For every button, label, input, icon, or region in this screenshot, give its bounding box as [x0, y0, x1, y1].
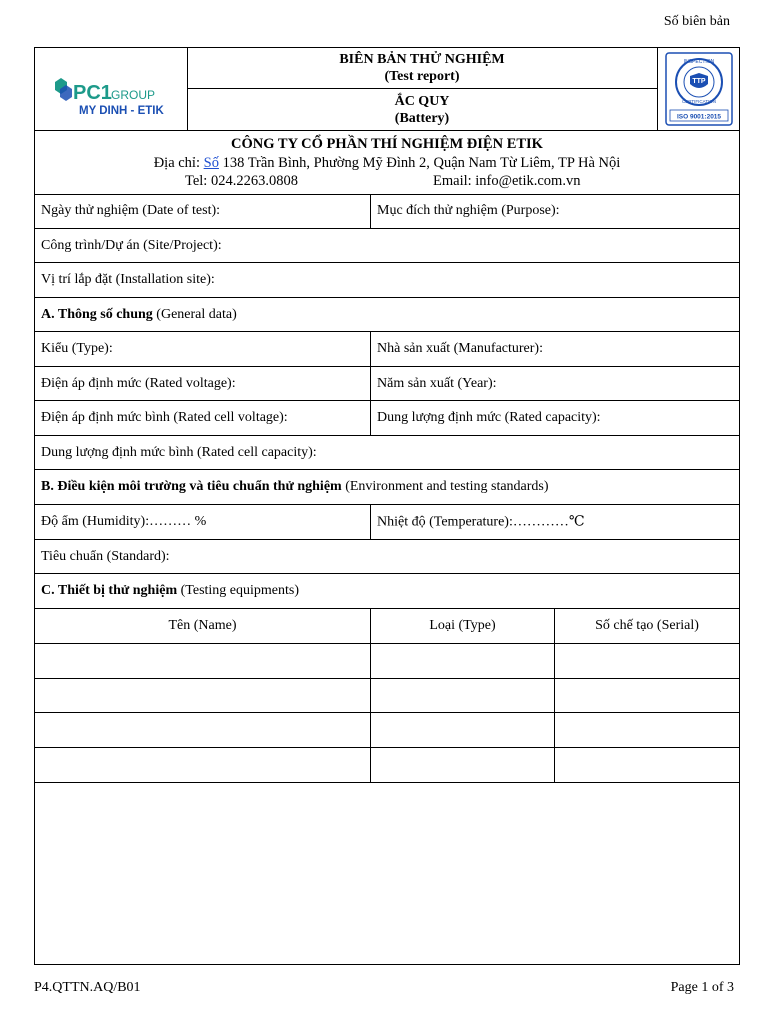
field-temperature[interactable]: Nhiệt độ (Temperature):…………℃	[377, 514, 585, 530]
field-standard[interactable]: Tiêu chuẩn (Standard):	[41, 548, 170, 564]
notes-area[interactable]	[35, 783, 739, 964]
row-cellvoltage-capacity	[35, 401, 739, 436]
col-serial-header: Số chế tạo (Serial)	[554, 609, 739, 643]
col-type-header: Loại (Type)	[370, 609, 554, 643]
pc1-mark-icon	[55, 78, 72, 101]
company-email: Email: info@etik.com.vn	[433, 173, 581, 189]
report-header	[35, 48, 739, 131]
equipment-table-header	[35, 609, 739, 644]
field-manufacturer[interactable]: Nhà sản xuất (Manufacturer):	[377, 341, 543, 356]
row-site	[35, 229, 739, 263]
field-rated-capacity[interactable]: Dung lượng định mức (Rated capacity):	[377, 410, 601, 425]
report-title	[187, 48, 657, 89]
field-year[interactable]: Năm sản xuất (Year):	[377, 375, 497, 391]
field-rated-voltage[interactable]: Điện áp định mức (Rated voltage):	[41, 375, 236, 391]
equipment-name-cell[interactable]	[35, 748, 370, 782]
field-rated-cell-voltage[interactable]: Điện áp định mức bình (Rated cell voltage):	[41, 410, 288, 425]
field-date-of-test[interactable]: Ngày thử nghiệm (Date of test):	[41, 203, 221, 218]
section-a-header	[35, 298, 739, 332]
company-info	[35, 130, 739, 195]
field-humidity[interactable]: Độ ẩm (Humidity):……… %	[41, 514, 207, 529]
row-installation	[35, 263, 739, 298]
address-rest: 138 Trần Bình, Phường Mỹ Đình 2, Quận Nam Từ Liêm, TP Hà Nội	[222, 155, 621, 171]
row-standard	[35, 540, 739, 574]
row-type-manufacturer	[35, 332, 739, 367]
logo-brand-text: PC1	[73, 82, 112, 104]
cert-iso: ISO 9001:2015	[676, 113, 722, 121]
row-voltage-year	[35, 367, 739, 401]
cert-code: TTP	[692, 78, 706, 85]
equipment-name-cell[interactable]	[35, 644, 370, 678]
row-date-purpose	[35, 194, 739, 229]
equipment-serial-cell[interactable]	[554, 679, 739, 712]
cert-bottom-text: CERTIFICATION	[681, 99, 717, 104]
logo-group-text: GROUP	[111, 88, 156, 102]
table-row	[35, 679, 739, 713]
logo-sub-text: MY DINH - ETIK	[79, 105, 164, 117]
company-name: CÔNG TY CỔ PHẦN THÍ NGHIỆM ĐIỆN ETIK	[231, 136, 543, 152]
field-installation-site[interactable]: Vị trí lắp đặt (Installation site):	[41, 272, 215, 287]
table-row	[35, 748, 739, 783]
report-object-en: (Battery)	[394, 111, 450, 126]
report-title-vi: BIÊN BẢN THỬ NGHIỆM	[339, 52, 505, 67]
table-row	[35, 713, 739, 748]
section-c-header	[35, 574, 739, 609]
equipment-name-cell[interactable]	[35, 713, 370, 747]
report-object	[187, 89, 657, 130]
section-c-title: C. Thiết bị thử nghiệm (Testing equipments)	[41, 583, 300, 598]
equipment-type-cell[interactable]	[370, 713, 554, 747]
cert-top-text: INSPECTION	[683, 59, 715, 65]
address-link[interactable]: Số	[203, 155, 219, 171]
certification-seal	[657, 48, 740, 130]
section-a-title: A. Thông số chung (General data)	[41, 306, 237, 322]
field-type[interactable]: Kiểu (Type):	[41, 341, 113, 356]
section-b-title: B. Điều kiện môi trường và tiêu chuẩn thử nghiệm (Environment and testing standards)	[41, 479, 549, 494]
test-report-form	[34, 47, 740, 965]
field-rated-cell-capacity[interactable]: Dung lượng định mức bình (Rated cell capacity):	[41, 444, 317, 460]
address-prefix: Địa chỉ:	[153, 155, 200, 171]
col-name-header: Tên (Name)	[168, 618, 237, 633]
equipment-type-cell[interactable]	[370, 679, 554, 712]
table-row	[35, 644, 739, 679]
field-site-project[interactable]: Công trình/Dự án (Site/Project):	[41, 237, 222, 253]
company-tel: Tel: 024.2263.0808	[185, 173, 298, 189]
equipment-type-cell[interactable]	[370, 644, 554, 678]
company-address	[35, 155, 739, 172]
field-purpose[interactable]: Mục đích thử nghiệm (Purpose):	[377, 203, 560, 218]
report-object-vi: ẮC QUY	[394, 94, 450, 109]
company-logo	[35, 48, 188, 130]
document-code: P4.QTTN.AQ/B01	[34, 980, 141, 995]
equipment-name-cell[interactable]	[35, 679, 370, 712]
report-title-en: (Test report)	[384, 69, 460, 84]
equipment-type-cell[interactable]	[370, 748, 554, 782]
row-humidity-temperature	[35, 505, 739, 540]
equipment-serial-cell[interactable]	[554, 713, 739, 747]
equipment-serial-cell[interactable]	[554, 748, 739, 782]
equipment-serial-cell[interactable]	[554, 644, 739, 678]
section-b-header	[35, 470, 739, 505]
page-number: Page 1 of 3	[670, 980, 734, 995]
row-cell-capacity	[35, 436, 739, 470]
report-number-label: Số biên bản	[663, 14, 730, 29]
